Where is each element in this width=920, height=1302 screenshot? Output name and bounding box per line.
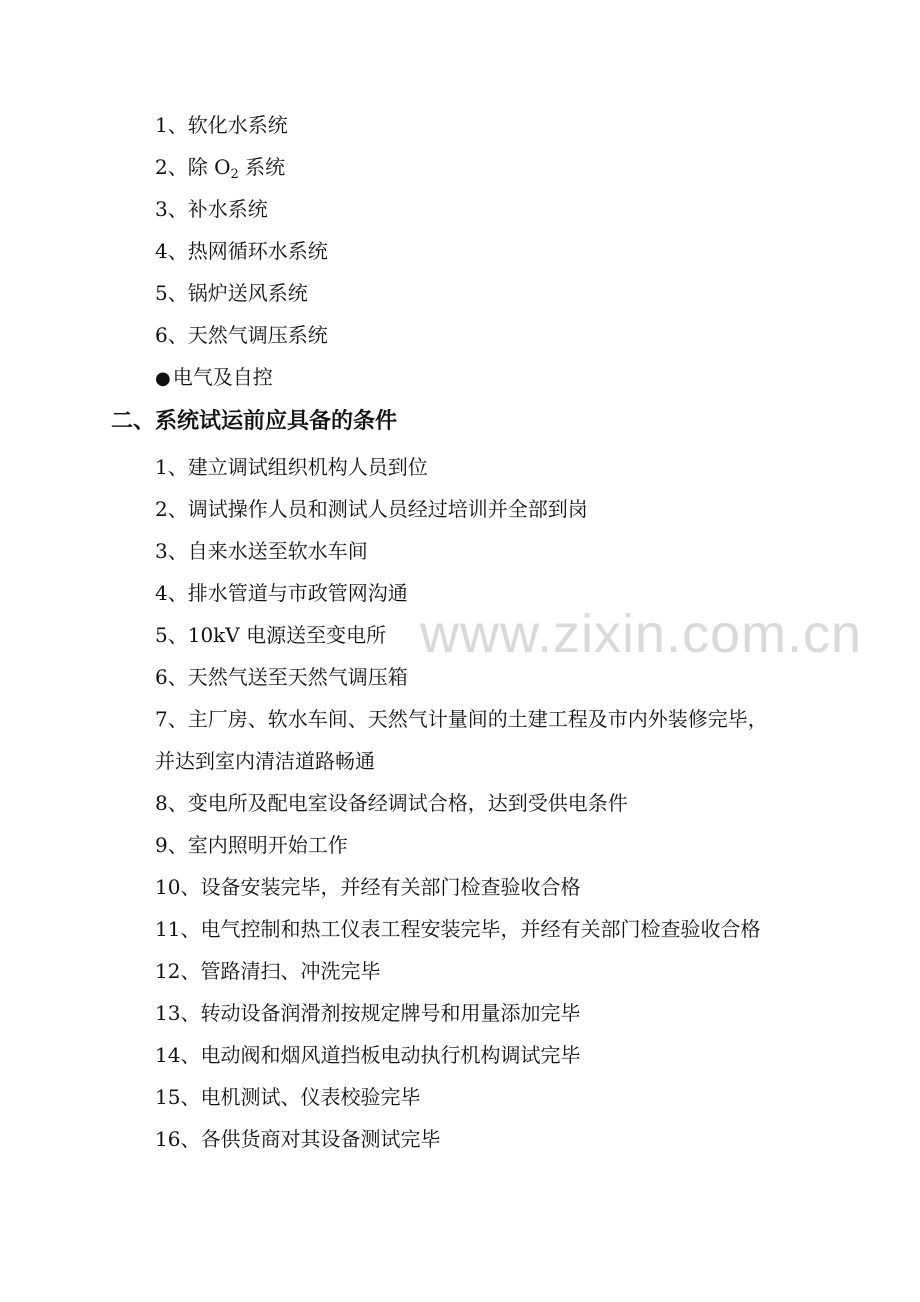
list-item: 14、电动阀和烟风道挡板电动执行机构调试完毕 (155, 1043, 581, 1067)
list-item: 5、锅炉送风系统 (155, 281, 308, 305)
list-item: 12、管路清扫、冲洗完毕 (155, 959, 381, 983)
bullet-label: 电气及自控 (172, 365, 273, 389)
list-item: 13、转动设备润滑剂按规定牌号和用量添加完毕 (155, 1001, 581, 1025)
list-item: 10、设备安装完毕，并经有关部门检查验收合格 (155, 875, 581, 899)
list-item: 6、天然气送至天然气调压箱 (155, 665, 408, 689)
list-item-text: 2、除 O (155, 155, 231, 179)
list-item: 8、变电所及配电室设备经调试合格，达到受供电条件 (155, 791, 628, 815)
list-item-tail: 系统 (238, 155, 286, 179)
bullet-item (155, 365, 273, 391)
section-heading: 二、系统试运前应具备的条件 (111, 408, 398, 434)
list-item-continuation: 并达到室内清洁道路畅通 (155, 749, 375, 773)
list-item: 1、软化水系统 (155, 113, 288, 137)
list-item: 7、主厂房、软水车间、天然气计量间的土建工程及市内外装修完毕， (155, 707, 768, 731)
list-item: 16、各供货商对其设备测试完毕 (155, 1127, 441, 1151)
list-item: 4、排水管道与市政管网沟通 (155, 581, 408, 605)
subscript: 2 (230, 167, 239, 182)
list-item: 4、热网循环水系统 (155, 239, 328, 263)
list-item: 9、室内照明开始工作 (155, 833, 348, 857)
list-item: 3、补水系统 (155, 197, 268, 221)
list-item: 5、10kV 电源送至变电所 (155, 623, 387, 647)
watermark: www.zixin.com.cn (420, 604, 863, 664)
list-item: 15、电机测试、仪表校验完毕 (155, 1085, 421, 1109)
list-item: 6、天然气调压系统 (155, 323, 328, 347)
list-item: 11、电气控制和热工仪表工程安装完毕，并经有关部门检查验收合格 (155, 917, 761, 941)
list-item: 1、建立调试组织机构人员到位 (155, 455, 428, 479)
bullet-icon: ● (155, 368, 171, 389)
list-item (155, 155, 286, 182)
list-item: 2、调试操作人员和测试人员经过培训并全部到岗 (155, 497, 588, 521)
list-item: 3、自来水送至软水车间 (155, 539, 368, 563)
